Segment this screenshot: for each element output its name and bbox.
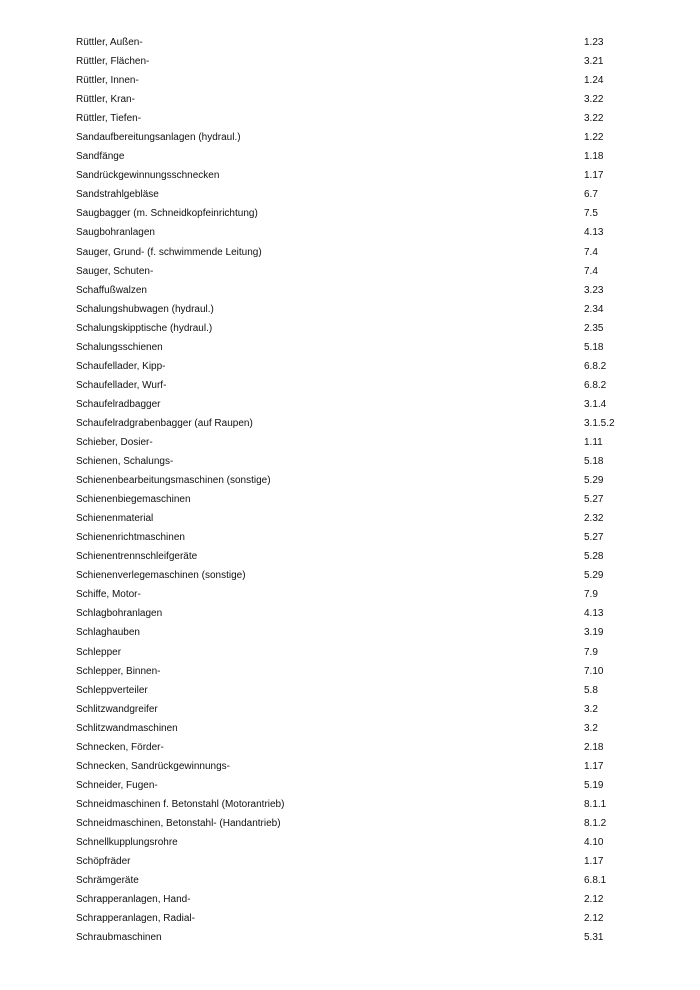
index-reference: 1.17 — [584, 760, 604, 772]
index-term: Schaufellader, Wurf- — [76, 379, 167, 391]
index-entry — [76, 490, 636, 509]
index-entry — [76, 833, 636, 852]
index-term: Schalungskipptische (hydraul.) — [76, 322, 213, 334]
index-term: Schienenverlegemaschinen (sonstige) — [76, 570, 246, 582]
index-entry — [76, 414, 636, 433]
index-reference: 7.5 — [584, 208, 598, 220]
index-reference: 5.29 — [584, 570, 604, 582]
index-reference: 1.11 — [584, 436, 603, 448]
index-reference: 5.27 — [584, 494, 604, 506]
index-term: Schienenbiegemaschinen — [76, 494, 191, 506]
index-reference: 3.21 — [584, 56, 604, 68]
index-entry — [76, 700, 636, 719]
index-term: Schienen, Schalungs- — [76, 456, 174, 468]
index-term: Schlepper, Binnen- — [76, 665, 161, 677]
index-term: Schieber, Dosier- — [76, 436, 153, 448]
index-reference: 3.19 — [584, 627, 604, 639]
index-entry — [76, 795, 636, 814]
index-reference: 4.13 — [584, 227, 604, 239]
index-entry — [76, 147, 636, 166]
index-term: Schöpfräder — [76, 856, 131, 868]
index-reference: 4.13 — [584, 608, 604, 620]
index-reference: 5.28 — [584, 551, 604, 563]
index-entry — [76, 643, 636, 662]
index-entry — [76, 814, 636, 833]
index-entry — [76, 928, 636, 947]
index-reference: 1.18 — [584, 151, 604, 163]
index-entry — [76, 33, 636, 52]
index-term: Schnecken, Förder- — [76, 741, 164, 753]
index-term: Saugbohranlagen — [76, 227, 155, 239]
index-term: Rüttler, Innen- — [76, 75, 139, 87]
index-reference: 6.8.2 — [584, 360, 607, 372]
index-entry — [76, 738, 636, 757]
index-entry — [76, 604, 636, 623]
index-reference: 3.2 — [584, 722, 598, 734]
index-list — [76, 33, 636, 947]
index-reference: 3.1.4 — [584, 398, 607, 410]
index-term: Schneidmaschinen f. Betonstahl (Motorantrieb) — [76, 798, 285, 810]
index-term: Schaufellader, Kipp- — [76, 360, 166, 372]
index-entry — [76, 281, 636, 300]
index-term: Schalungsschienen — [76, 341, 163, 353]
index-entry — [76, 681, 636, 700]
index-entry — [76, 338, 636, 357]
index-entry — [76, 243, 636, 262]
index-reference: 1.23 — [584, 37, 604, 48]
index-reference: 6.7 — [584, 189, 598, 201]
index-entry — [76, 376, 636, 395]
index-reference: 7.4 — [584, 246, 598, 258]
index-reference: 8.1.1 — [584, 798, 607, 810]
index-term: Rüttler, Tiefen- — [76, 113, 142, 125]
index-reference: 1.17 — [584, 170, 604, 182]
index-reference: 2.18 — [584, 741, 604, 753]
index-term: Schienentrennschleifgeräte — [76, 551, 198, 563]
index-term: Schlitzwandmaschinen — [76, 722, 178, 734]
index-entry — [76, 128, 636, 147]
index-term: Schienenbearbeitungsmaschinen (sonstige) — [76, 475, 271, 487]
index-entry — [76, 52, 636, 71]
index-reference: 3.2 — [584, 703, 598, 715]
index-reference: 2.32 — [584, 513, 604, 525]
index-term: Schiffe, Motor- — [76, 589, 141, 601]
index-term: Schaffußwalzen — [76, 284, 147, 296]
index-term: Sandfänge — [76, 151, 125, 163]
index-term: Schlagbohranlagen — [76, 608, 163, 620]
index-term: Rüttler, Kran- — [76, 94, 135, 106]
index-entry — [76, 204, 636, 223]
index-term: Rüttler, Außen- — [76, 37, 143, 48]
index-term: Schnellkupplungsrohre — [76, 836, 178, 848]
index-term: Schnecken, Sandrückgewinnungs- — [76, 760, 230, 772]
index-entry — [76, 509, 636, 528]
index-term: Schlaghauben — [76, 627, 140, 639]
index-entry — [76, 662, 636, 681]
index-reference: 6.8.2 — [584, 379, 607, 391]
index-entry — [76, 871, 636, 890]
index-reference: 2.35 — [584, 322, 604, 334]
index-term: Schalungshubwagen (hydraul.) — [76, 303, 214, 315]
index-term: Sandstrahlgebläse — [76, 189, 159, 201]
index-reference: 5.18 — [584, 456, 604, 468]
index-entry — [76, 566, 636, 585]
index-term: Schlitzwandgreifer — [76, 703, 158, 715]
index-entry — [76, 300, 636, 319]
index-reference: 5.29 — [584, 475, 604, 487]
index-entry — [76, 852, 636, 871]
index-reference: 2.34 — [584, 303, 604, 315]
index-entry — [76, 319, 636, 338]
index-term: Rüttler, Flächen- — [76, 56, 150, 68]
index-term: Schneidmaschinen, Betonstahl- (Handantrieb) — [76, 817, 281, 829]
index-entry — [76, 185, 636, 204]
index-term: Schaufelradbagger — [76, 398, 161, 410]
index-reference: 1.22 — [584, 132, 604, 144]
index-reference: 5.19 — [584, 779, 604, 791]
index-entry — [76, 452, 636, 471]
index-reference: 7.10 — [584, 665, 604, 677]
index-reference: 2.12 — [584, 913, 604, 925]
index-reference: 2.12 — [584, 894, 604, 906]
index-entry — [76, 109, 636, 128]
index-reference: 5.18 — [584, 341, 604, 353]
index-reference: 3.1.5.2 — [584, 417, 615, 429]
index-term: Schlepper — [76, 646, 122, 658]
index-reference: 8.1.2 — [584, 817, 607, 829]
index-reference: 4.10 — [584, 836, 604, 848]
index-reference: 3.22 — [584, 113, 604, 125]
index-entry — [76, 90, 636, 109]
index-entry — [76, 433, 636, 452]
index-entry — [76, 166, 636, 185]
index-term: Schraubmaschinen — [76, 932, 162, 944]
index-entry — [76, 357, 636, 376]
index-term: Schienenmaterial — [76, 513, 154, 525]
index-reference: 1.24 — [584, 75, 604, 87]
index-entry — [76, 223, 636, 242]
index-entry — [76, 528, 636, 547]
index-reference: 1.17 — [584, 856, 604, 868]
index-reference: 3.23 — [584, 284, 604, 296]
index-term: Schaufelradgrabenbagger (auf Raupen) — [76, 417, 253, 429]
index-entry — [76, 623, 636, 642]
index-term: Sauger, Grund- (f. schwimmende Leitung) — [76, 246, 262, 258]
index-reference: 6.8.1 — [584, 875, 607, 887]
index-term: Sandrückgewinnungsschnecken — [76, 170, 220, 182]
index-reference: 3.22 — [584, 94, 604, 106]
index-entry — [76, 776, 636, 795]
index-term: Schienenrichtmaschinen — [76, 532, 185, 544]
index-term: Schleppverteiler — [76, 684, 148, 696]
index-entry — [76, 719, 636, 738]
index-term: Schrapperanlagen, Hand- — [76, 894, 191, 906]
index-entry — [76, 585, 636, 604]
index-entry — [76, 395, 636, 414]
index-entry — [76, 757, 636, 776]
index-reference: 7.9 — [584, 646, 598, 658]
index-entry — [76, 890, 636, 909]
index-entry — [76, 471, 636, 490]
index-entry — [76, 262, 636, 281]
index-entry — [76, 71, 636, 90]
index-term: Saugbagger (m. Schneidkopfeinrichtung) — [76, 208, 258, 220]
index-term: Schrämgeräte — [76, 875, 139, 887]
index-term: Sandaufbereitungsanlagen (hydraul.) — [76, 132, 241, 144]
index-term: Sauger, Schuten- — [76, 265, 154, 277]
index-reference: 7.9 — [584, 589, 598, 601]
index-term: Schrapperanlagen, Radial- — [76, 913, 195, 925]
index-entry — [76, 547, 636, 566]
index-term: Schneider, Fugen- — [76, 779, 158, 791]
index-reference: 7.4 — [584, 265, 598, 277]
index-reference: 5.8 — [584, 684, 598, 696]
index-reference: 5.31 — [584, 932, 604, 944]
index-entry — [76, 909, 636, 928]
index-reference: 5.27 — [584, 532, 604, 544]
